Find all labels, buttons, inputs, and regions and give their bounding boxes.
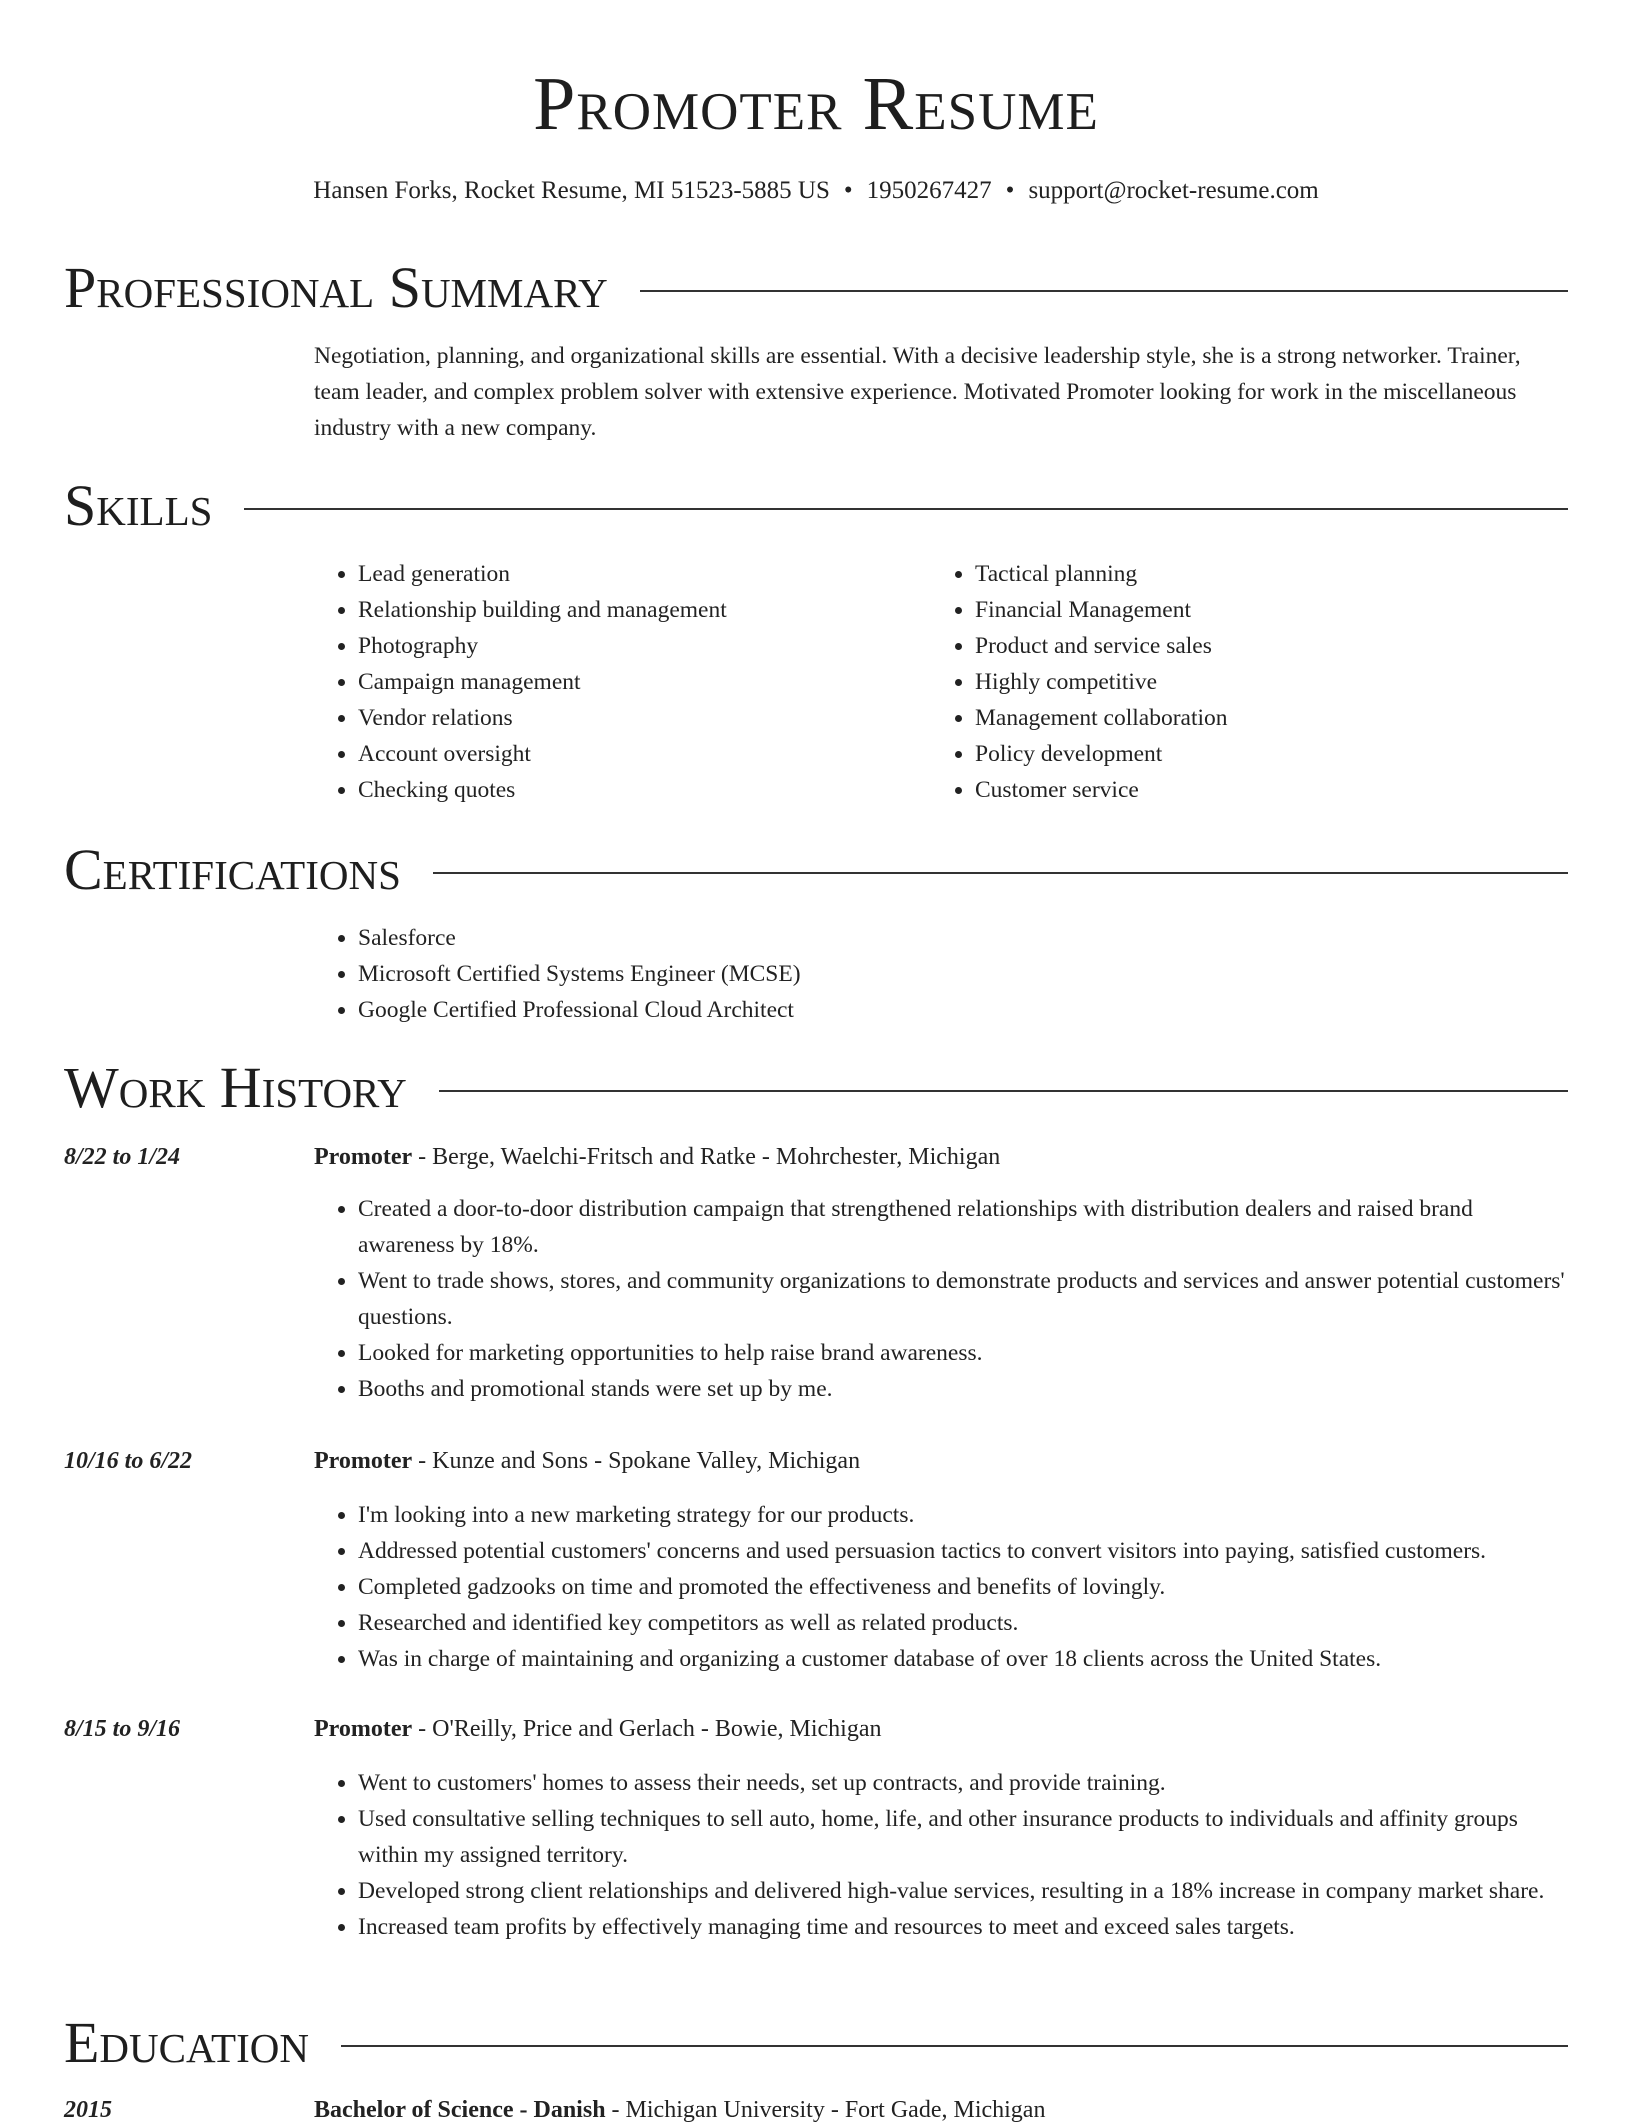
certification-item: • Salesforce	[358, 920, 1568, 956]
skill-item: • Checking quotes	[358, 772, 914, 808]
work-history-section-header	[64, 1055, 1568, 1121]
job-bullet: • Researched and identified key competitors as well as related products.	[358, 1605, 1568, 1641]
skill-item: • Vendor relations	[358, 700, 914, 736]
education-dates: 2015	[64, 2097, 112, 2123]
job-bullets	[314, 1497, 1568, 1677]
job-dates: 8/22 to 1/24	[64, 1144, 181, 1170]
job-dates: 10/16 to 6/22	[64, 1448, 193, 1474]
skill-item: • Financial Management	[975, 592, 1531, 628]
section-divider	[640, 290, 1568, 292]
education-degree: Bachelor of Science - Danish	[314, 2097, 606, 2123]
section-divider	[244, 508, 1568, 510]
contact-phone: 1950267427	[866, 177, 992, 204]
certification-item: • Microsoft Certified Systems Engineer (MCSE)	[358, 956, 1568, 992]
job-title: Promoter	[314, 1448, 413, 1474]
education-school-location: - Michigan University - Fort Gade, Michigan	[605, 2097, 1046, 2123]
job-heading	[314, 1443, 1568, 1479]
job-bullet: • Addressed potential customers' concerns and used persuasion tactics to convert visitors into paying, satisfied customers.	[358, 1533, 1568, 1569]
certification-item: • Google Certified Professional Cloud Architect	[358, 992, 1568, 1028]
certifications-list	[314, 920, 1568, 1028]
summary-text: Negotiation, planning, and organizational skills are essential. With a decisive leadership style, she is a strong networker. Trainer, team leader, and complex problem solver with extensive experience. Motivated Promoter looking for work in the miscellaneous industry with a new company.	[314, 343, 1521, 441]
skill-item: • Highly competitive	[975, 664, 1531, 700]
skill-item: • Management collaboration	[975, 700, 1531, 736]
skill-item: • Campaign management	[358, 664, 914, 700]
certifications-section-header	[64, 837, 1568, 903]
job-employer-location: - O'Reilly, Price and Gerlach - Bowie, Michigan	[412, 1716, 882, 1742]
contact-separator: •	[1005, 177, 1015, 204]
section-divider	[439, 1090, 1568, 1092]
job-bullet: • Went to customers' homes to assess their needs, set up contracts, and provide training.	[358, 1765, 1568, 1801]
section-divider	[433, 872, 1568, 874]
job-bullet: • Was in charge of maintaining and organizing a customer database of over 18 clients across the United States.	[358, 1641, 1568, 1677]
resume-title: Promoter Resume	[533, 62, 1099, 146]
section-divider	[341, 2045, 1568, 2047]
job-bullet: • Used consultative selling techniques to sell auto, home, life, and other insurance products to individuals and affinity groups within my assigned territory.	[358, 1801, 1568, 1873]
job-heading	[314, 1711, 1568, 1747]
skills-column-right	[931, 556, 1531, 808]
job-dates: 8/15 to 9/16	[64, 1716, 181, 1742]
job-bullet: • Looked for marketing opportunities to help raise brand awareness.	[358, 1335, 1568, 1371]
contact-separator: •	[843, 177, 853, 204]
skill-item: • Relationship building and management	[358, 592, 914, 628]
summary-section-header	[64, 255, 1568, 321]
job-bullets	[314, 1191, 1568, 1407]
education-heading-line	[314, 2092, 1568, 2128]
skills-section-header	[64, 473, 1568, 539]
job-employer-location: - Kunze and Sons - Spokane Valley, Michigan	[412, 1448, 861, 1474]
job-bullet: • Completed gadzooks on time and promoted the effectiveness and benefits of lovingly.	[358, 1569, 1568, 1605]
job-title: Promoter	[314, 1716, 413, 1742]
skill-item: • Lead generation	[358, 556, 914, 592]
job-heading	[314, 1139, 1568, 1175]
job-employer-location: - Berge, Waelchi-Fritsch and Ratke - Mohrchester, Michigan	[412, 1144, 1001, 1170]
job-title: Promoter	[314, 1144, 413, 1170]
skill-item: • Account oversight	[358, 736, 914, 772]
skills-heading: Skills	[64, 473, 213, 538]
skill-item: • Tactical planning	[975, 556, 1531, 592]
skill-item: • Customer service	[975, 772, 1531, 808]
skill-item: • Photography	[358, 628, 914, 664]
job-bullet: • I'm looking into a new marketing strategy for our products.	[358, 1497, 1568, 1533]
job-bullet: • Increased team profits by effectively managing time and resources to meet and exceed sales targets.	[358, 1909, 1568, 1945]
job-bullet: • Booths and promotional stands were set up by me.	[358, 1371, 1568, 1407]
work-history-heading: Work History	[64, 1055, 407, 1120]
contact-email[interactable]: support@rocket-resume.com	[1028, 177, 1319, 204]
certifications-heading: Certifications	[64, 837, 401, 902]
education-section-header	[64, 2010, 1568, 2076]
summary-heading: Professional Summary	[64, 255, 608, 320]
education-heading: Education	[64, 2010, 309, 2075]
job-bullet: • Created a door-to-door distribution campaign that strengthened relationships with distribution dealers and raised brand awareness by 18%.	[358, 1191, 1568, 1263]
job-bullet: • Went to trade shows, stores, and community organizations to demonstrate products and services and answer potential customers' questions.	[358, 1263, 1568, 1335]
skill-item: • Product and service sales	[975, 628, 1531, 664]
skill-item: • Policy development	[975, 736, 1531, 772]
job-bullets	[314, 1765, 1568, 1945]
job-bullet: • Developed strong client relationships and delivered high-value services, resulting in a 18% increase in company market share.	[358, 1873, 1568, 1909]
contact-line	[0, 174, 1632, 208]
skills-column-left	[314, 556, 914, 808]
contact-address: Hansen Forks, Rocket Resume, MI 51523-5885 US	[313, 177, 830, 204]
